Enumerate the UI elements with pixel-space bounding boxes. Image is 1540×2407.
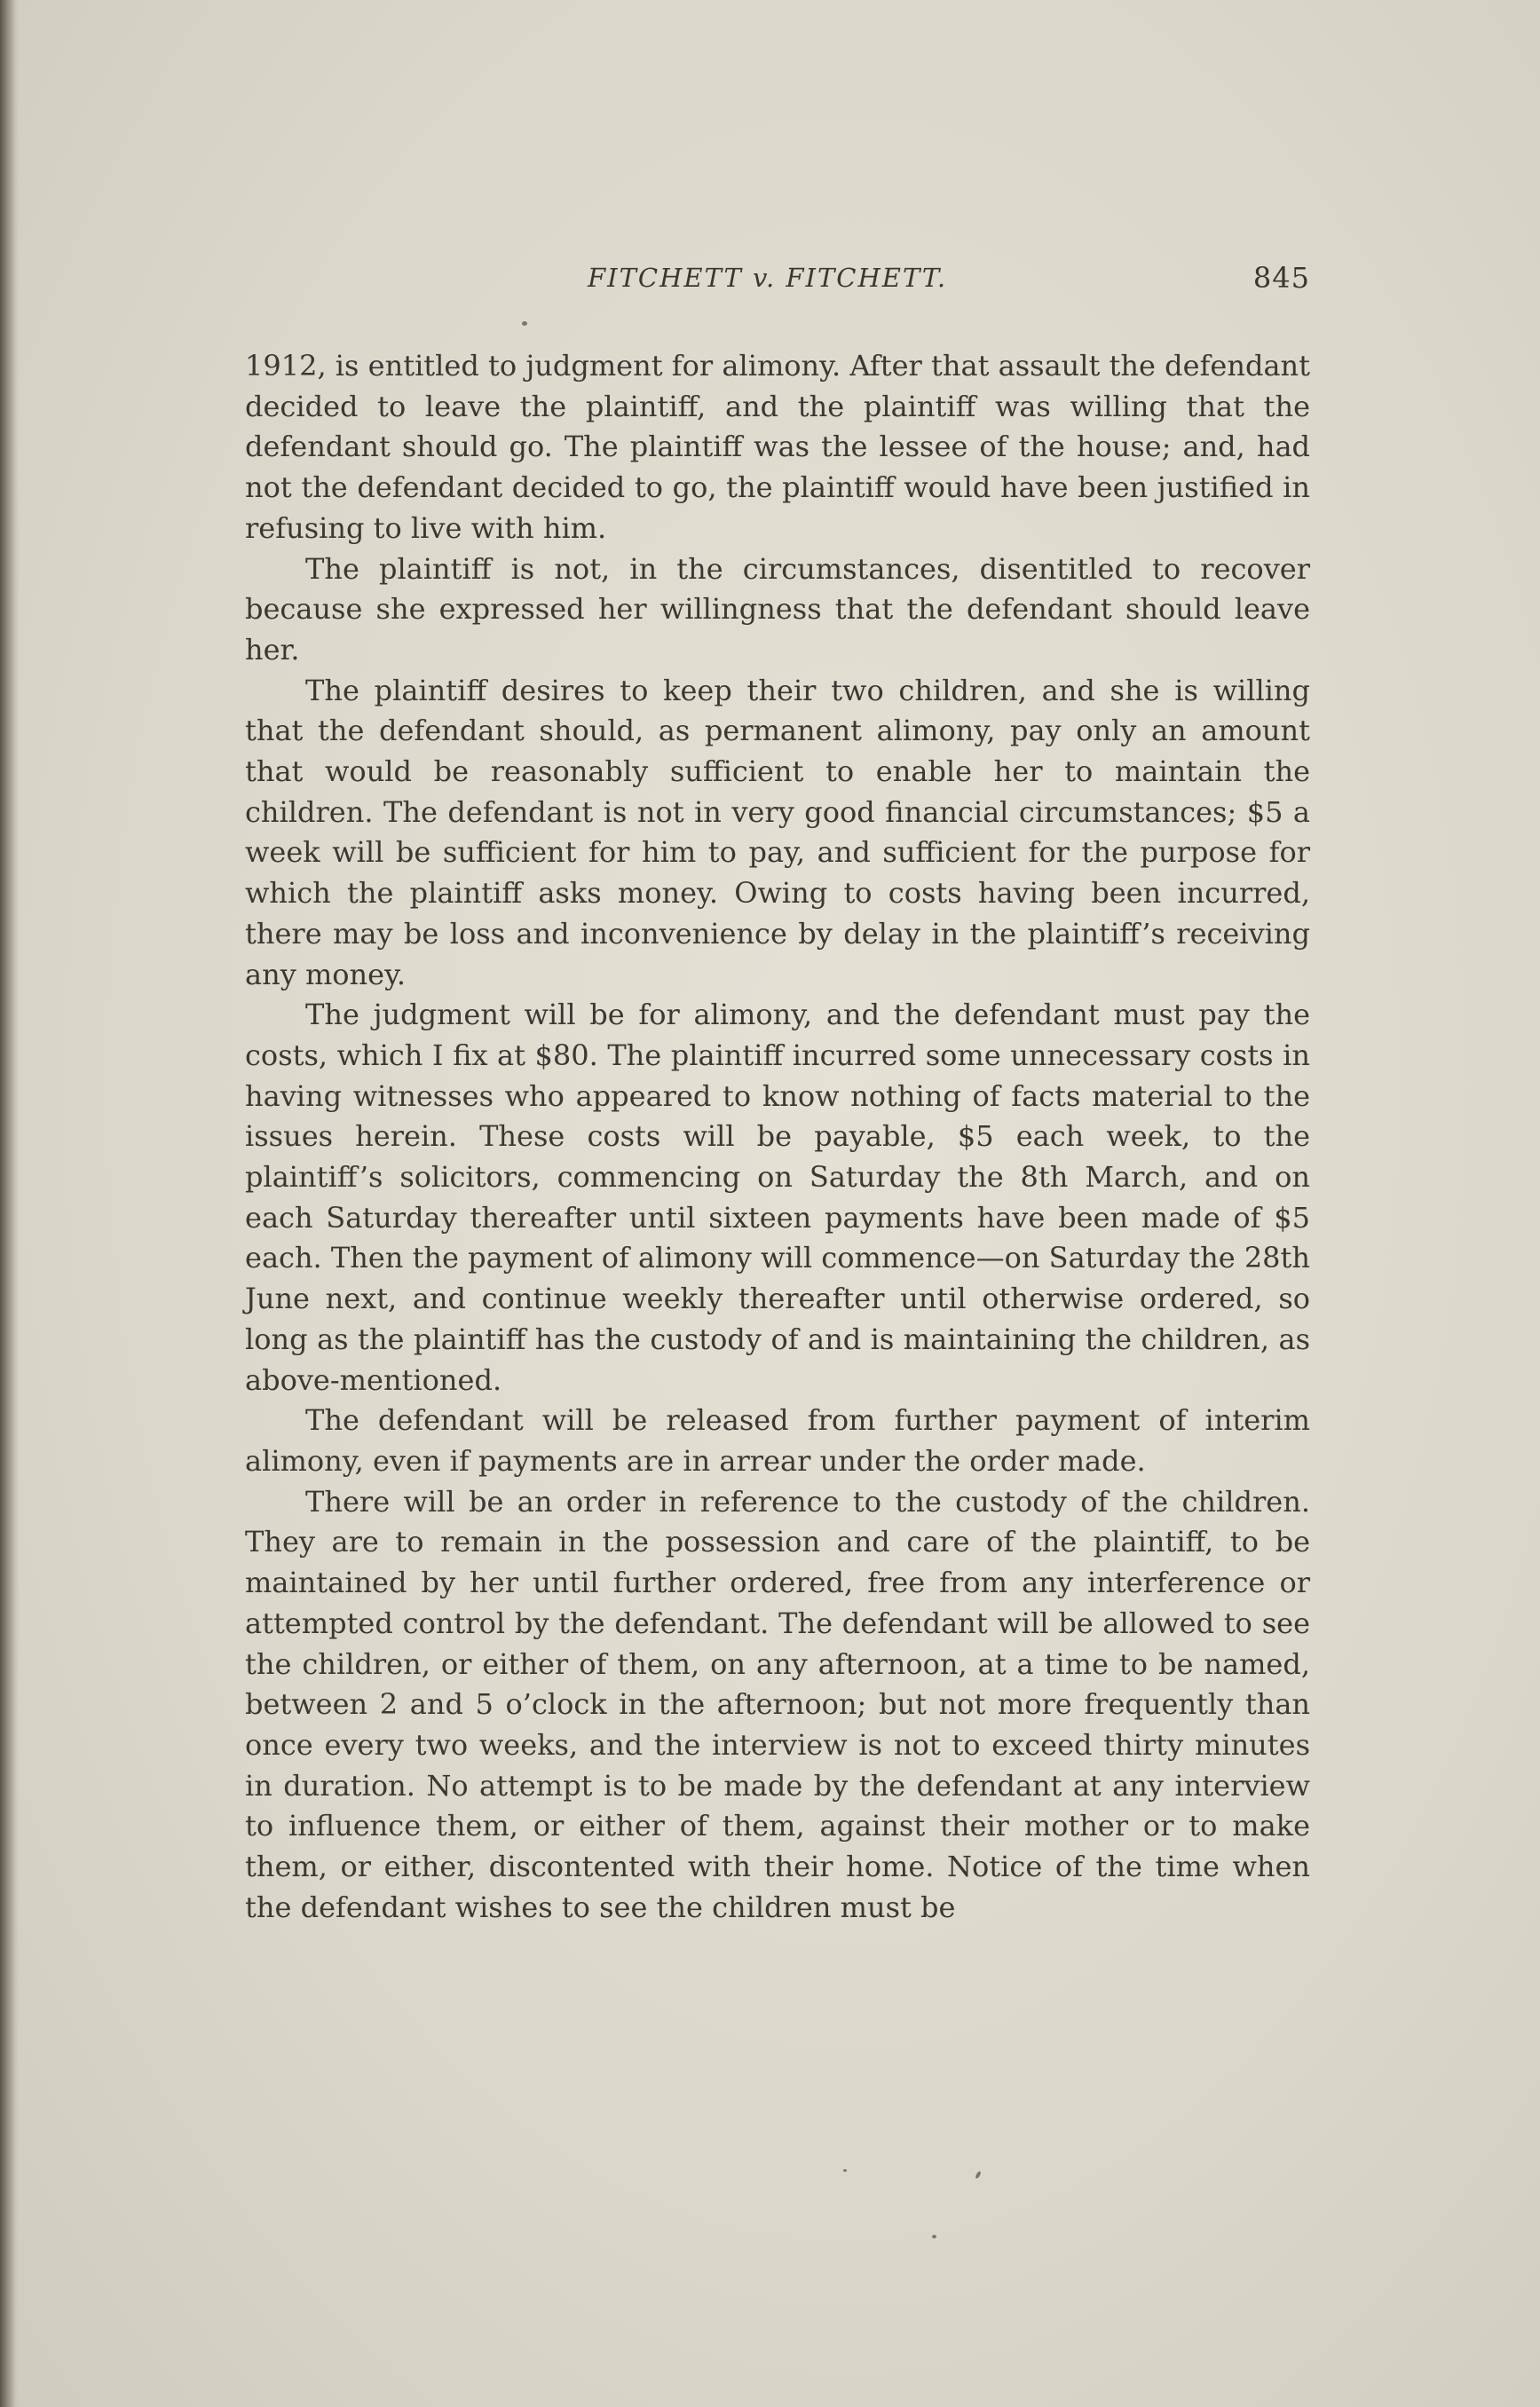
paper-speck [932,2235,936,2238]
paragraph: The plaintiff desires to keep their two children, and she is willing that the defendant should, as permanent alimony, pay only an amount that would be reasonably sufficient to enable her to maintain the children. The defendant is not in very good financial circumstances; $5 a week will be sufficient for him to pay, and sufficient for the purpose for which the plaintiff asks money. Owing to costs having been incurred, there may be loss and inconvenience by delay in the plaintiff’s receiving any money. [245,673,1310,991]
paragraph: The plaintiff is not, in the circumstances, disentitled to recover because she expressed her willingness that the defendant should leave her. [245,551,1310,667]
paragraph: The judgment will be for alimony, and the defendant must pay the costs, which I fix at $80. The plaintiff incurred some unnecessary costs in having witnesses who appeared to know nothing of facts material to the issues herein. These costs will be payable, $5 each week, to the plaintiff’s solicitors, commencing on Saturday the 8th March, and on each Saturday thereafter until sixteen payments have been made of $5 each. Then the payment of alimony will commence—on Saturday the 28th June next, and continue weekly thereafter until otherwise ordered, so long as the plaintiff has the custody of and is maintaining the children, as above-mentioned. [245,998,1310,1397]
paper-speck [522,321,527,326]
paragraph: 1912, is entitled to judgment for alimony. After that assault the defendant decided to leave the plaintiff, and the plaintiff was willing that the defendant should go. The plaintiff was the lessee of the house; and, had not the defendant decided to go, the plaintiff would have been justified in refusing to live with him. [245,349,1310,545]
paragraph: The defendant will be released from further payment of interim alimony, even if payments are in arrear under the order made. [245,1403,1310,1478]
paper-speck [843,2169,847,2172]
body-text [245,346,1310,1928]
page-number: 845 [1252,261,1310,295]
running-head: FITCHETT v. FITCHETT. [588,263,948,293]
paragraph: There will be an order in reference to the custody of the children. They are to remain in the possession and care of the plaintiff, to be maintained by her until further ordered, free from any interference or attempted control by the defendant. The defendant will be allowed to see the children, or either of them, on any afternoon, at a time to be named, between 2 and 5 o’clock in the afternoon; but not more frequently than once every two weeks, and the interview is not to exceed thirty minutes in duration. No attempt is to be made by the defendant at any interview to influence them, or either of them, against their mother or to make them, or either, discontented with their home. Notice of the time when the defendant wishes to see the children must be [245,1484,1310,1924]
book-binding-edge [0,0,20,2407]
page-header [245,263,1310,307]
paper-speck [975,2171,982,2180]
